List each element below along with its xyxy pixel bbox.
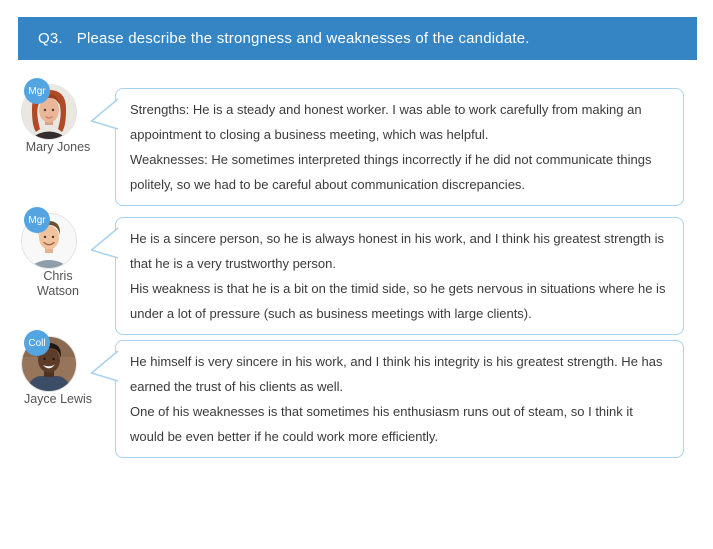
speech-bubble-tail — [90, 349, 118, 383]
answer-paragraph: Strengths: He is a steady and honest worker. I was able to work carefully from making an appointment to closing a business meeting, which was helpful. — [130, 102, 642, 142]
answer-paragraph: Weaknesses: He sometimes interpreted things incorrectly if he did not communicate things politely, so we had to be careful about communication discrepancies. — [130, 152, 652, 192]
role-badge: Mgr — [24, 207, 50, 233]
role-badge: Coll — [24, 330, 50, 356]
respondent-name: Chris Watson — [37, 269, 79, 298]
question-number: Q3. — [38, 30, 63, 47]
speech-bubble-tail — [90, 226, 118, 260]
answer-paragraph: He himself is very sincere in his work, and I think his integrity is his greatest strength. He has earned the trust of his clients as well. — [130, 354, 663, 394]
role-badge: Mgr — [24, 78, 50, 104]
answer-paragraph: His weakness is that he is a bit on the timid side, so he gets nervous in situations where he is under a lot of pressure (such as business meetings with large clients). — [130, 281, 666, 321]
question-header — [18, 17, 697, 60]
answer-paragraph: One of his weaknesses is that sometimes his enthusiasm runs out of steam, so I think it would be even better if he could work more efficiently. — [130, 404, 633, 444]
speech-bubble — [115, 88, 684, 206]
question-text: Please describe the strongness and weaknesses of the candidate. — [76, 30, 530, 47]
speech-bubble — [115, 217, 684, 335]
answer-paragraph: He is a sincere person, so he is always honest in his work, and I think his greatest strength is that he is a very trustworthy person. — [130, 231, 664, 271]
speech-bubble-tail — [90, 97, 118, 131]
respondent-name: Mary Jones — [25, 140, 91, 154]
speech-bubble — [115, 340, 684, 458]
respondent-name: Jayce Lewis — [23, 392, 93, 406]
